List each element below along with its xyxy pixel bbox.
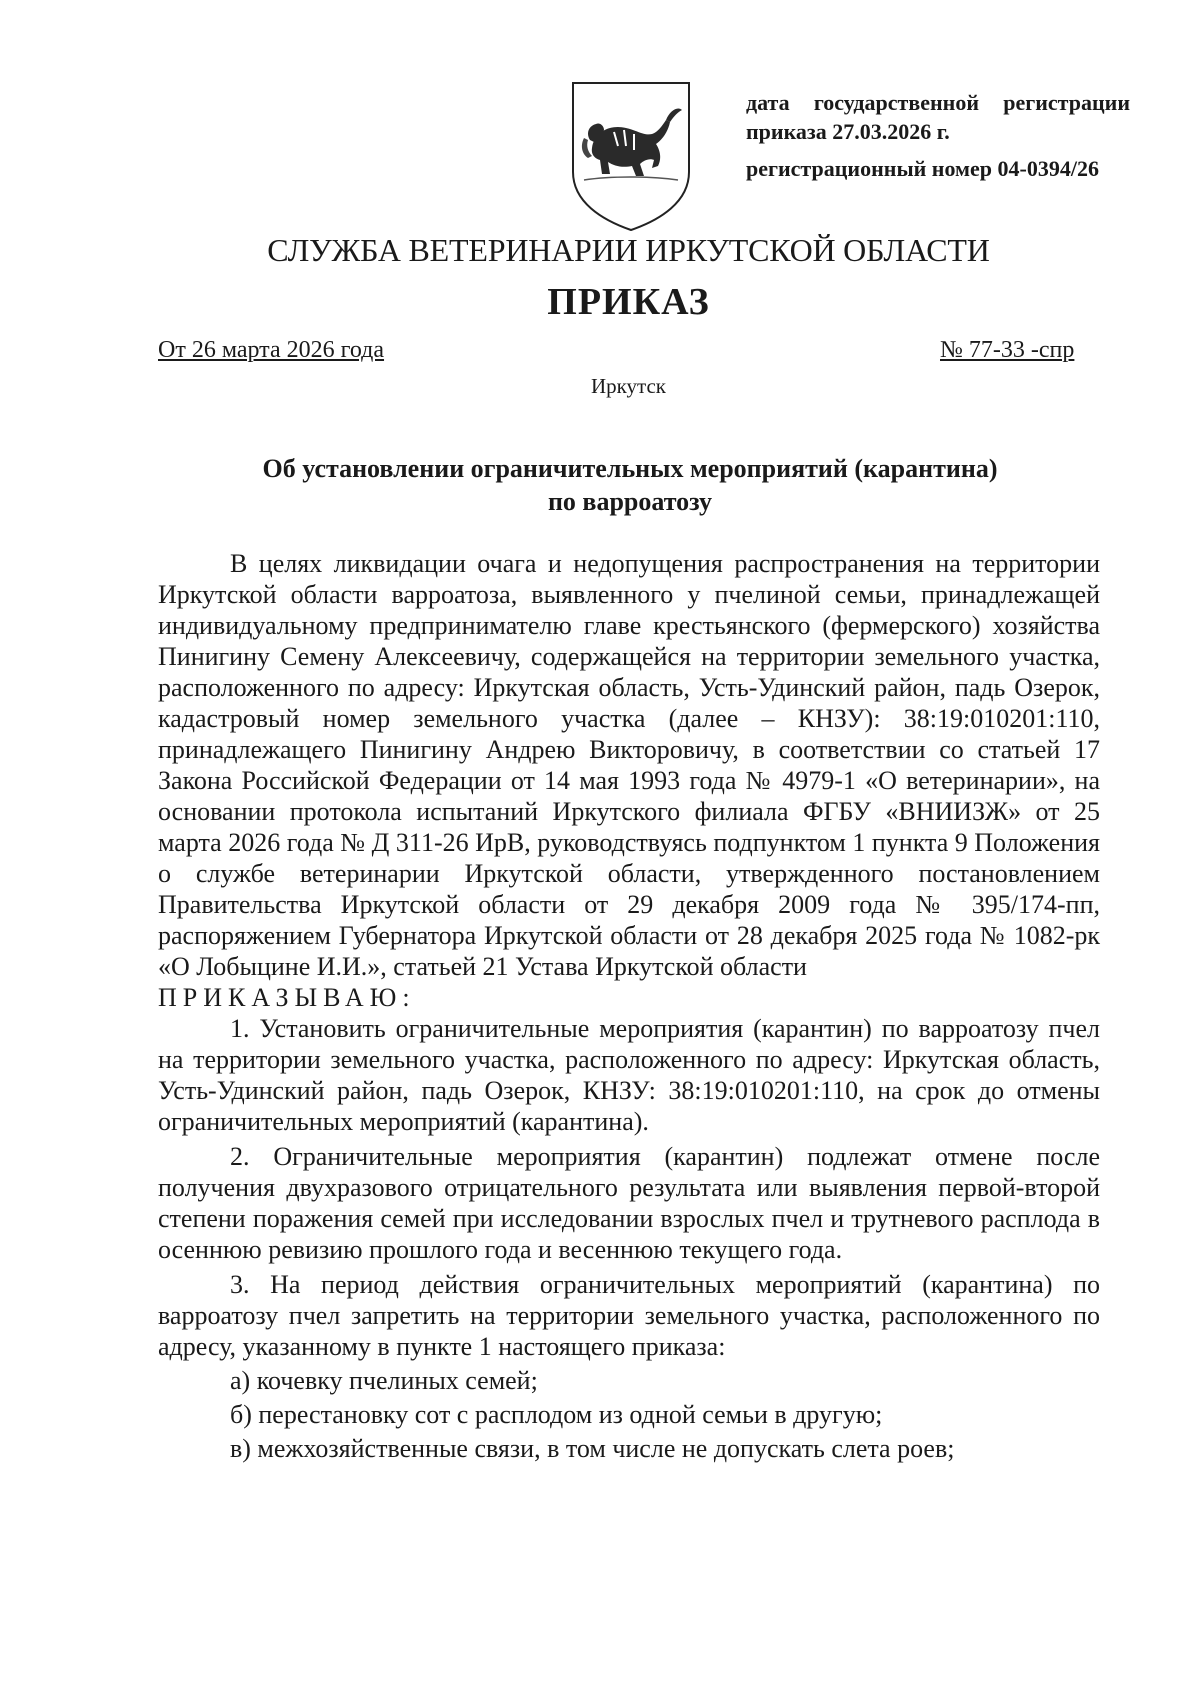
city: Иркутск	[590, 374, 667, 398]
subitem-a: а) кочевку пчелиных семей;	[230, 1366, 538, 1395]
registration-date-line2: приказа 27.03.2026 г.	[746, 119, 950, 144]
coat-of-arms-emblem	[570, 80, 692, 232]
item-3: 3. На период действия ограничительных мероприятий (карантина) по варроатозу пчел запретить на территории земельного участка, расположенного по адресу, указанному в пункте 1 настоящего приказа:	[158, 1270, 1100, 1361]
registration-date-line1: дата государственной регистрации	[746, 90, 1130, 115]
title-line-2: по варроатозу	[547, 487, 713, 516]
registration-block	[746, 88, 1130, 183]
preamble: В целях ликвидации очага и недопущения распространения на территории Иркутской области варроатоза, выявленного у пчелиной семьи, принадлежащей индивидуальному предпринимателю главе крестьянского (фермерского) хозяйства Пинигину Семену Алексеевичу, содержащейся на территории земельного участка, расположенного по адресу: Иркутская область, Усть-Удинский район, падь Озерок, кадастровый номер земельного участка (далее – КНЗУ): 38:19:010201:110, принадлежащего Пинигину Андрею Викторовичу, в соответствии со статьей 17 Закона Российской Федерации от 14 мая 1993 года № 4979-1 «О ветеринарии», на основании протокола испытаний Иркутского филиала ФГБУ «ВНИИЗЖ» от 25 марта 2026 года № Д 311-26 ИрВ, руководствуясь подпунктом 1 пункта 9 Положения о службе ветеринарии Иркутской области, утвержденного постановлением Правительства Иркутской области от 29 декабря 2009 года № 395/174-пп, распоряжением Губернатора Иркутской области от 28 декабря 2025 года № 1082-рк «О Лобыцине И.И.», статьей 21 Устава Иркутской области	[158, 549, 1100, 981]
order-body	[158, 548, 1100, 1464]
title-line-1: Об установлении ограничительных мероприятий (карантина)	[262, 454, 998, 483]
decree-word: ПРИКАЗЫВАЮ:	[158, 983, 416, 1012]
order-title	[160, 452, 1100, 518]
document-type: ПРИКАЗ	[547, 281, 710, 323]
subitem-c: в) межхозяйственные связи, в том числе не допускать слета роев;	[230, 1434, 955, 1463]
order-date: От 26 марта 2026 года	[158, 337, 385, 363]
item-2: 2. Ограничительные мероприятия (карантин) подлежат отмене после получения двухразового отрицательного результата или выявления первой-второй степени поражения семей при исследовании взрослых пчел и трутневого расплода в осеннюю ревизию прошлого года и весеннюю текущего года.	[158, 1142, 1100, 1264]
order-number: № 77-33 -спр	[940, 337, 1075, 363]
subitem-b: б) перестановку сот с расплодом из одной семьи в другую;	[230, 1400, 883, 1429]
item-1: 1. Установить ограничительные мероприятия (карантин) по варроатозу пчел на территории земельного участка, расположенного по адресу: Иркутская область, Усть-Удинский район, падь Озерок, КНЗУ: 38:19:010201:110, на срок до отмены ограничительных мероприятий (карантина).	[158, 1014, 1100, 1136]
agency-name: СЛУЖБА ВЕТЕРИНАРИИ ИРКУТСКОЙ ОБЛАСТИ	[267, 232, 990, 268]
registration-number: регистрационный номер 04-0394/26	[746, 156, 1099, 181]
